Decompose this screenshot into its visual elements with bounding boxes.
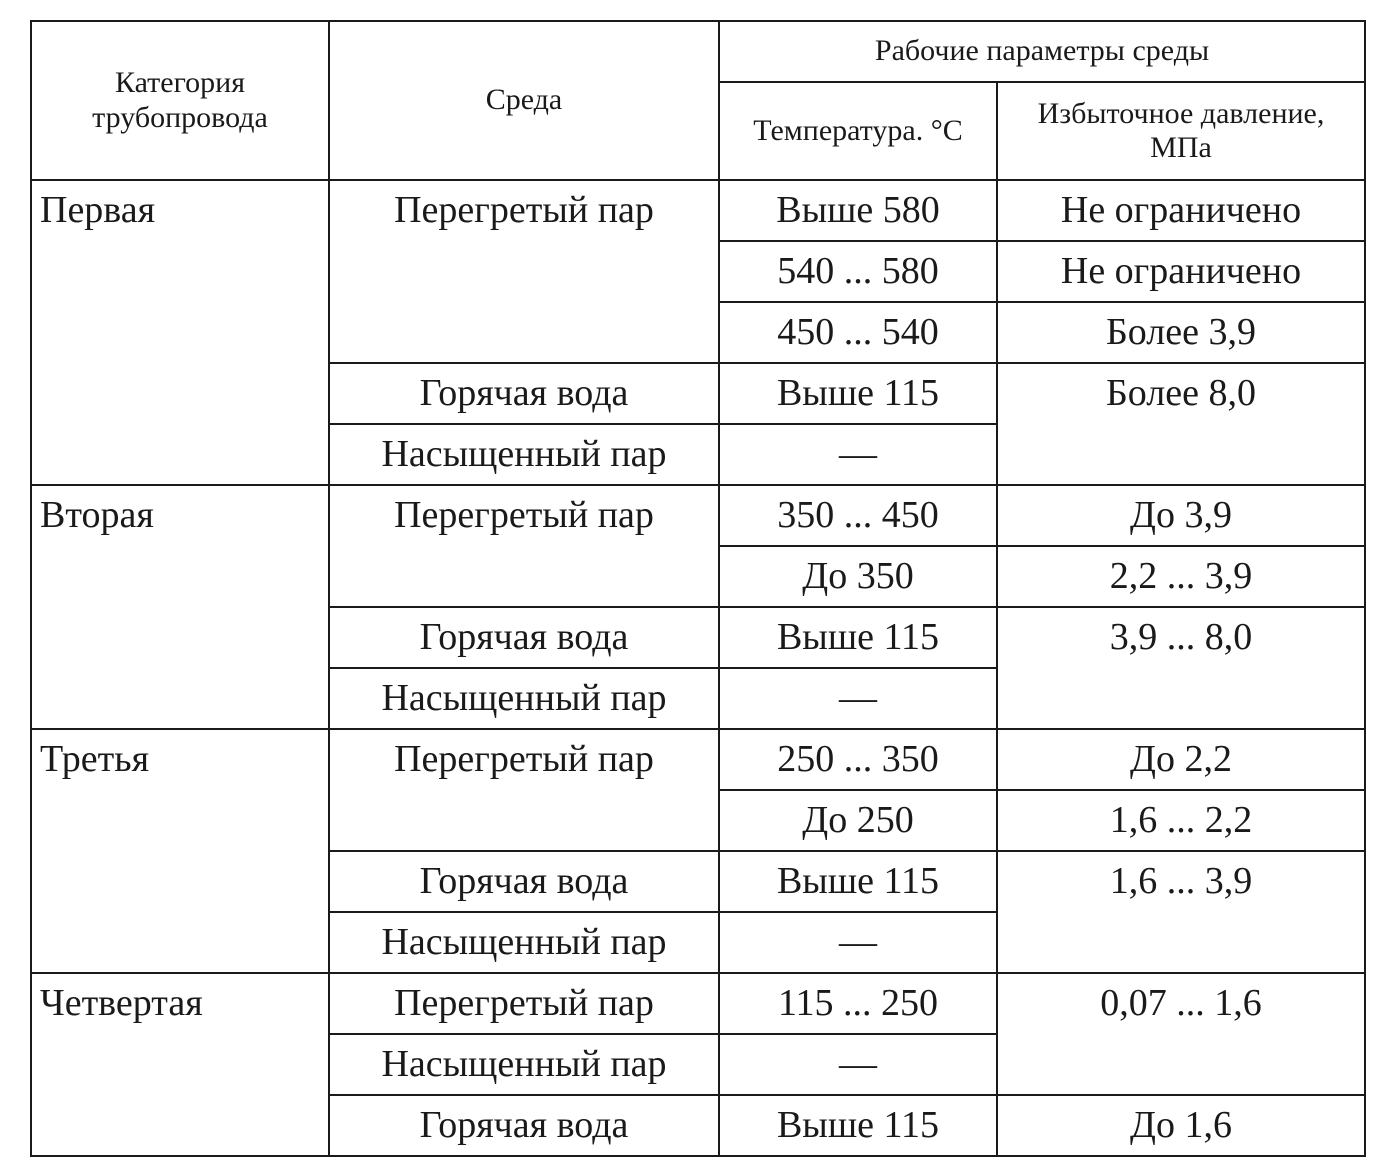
temperature-cell: Выше 115 — [719, 1095, 997, 1156]
header-params: Рабочие параметры среды — [719, 21, 1365, 82]
header-temperature: Температура. °С — [719, 82, 997, 180]
pressure-cell: До 1,6 — [997, 1095, 1365, 1156]
header-category: Категория трубопровода — [31, 21, 329, 180]
medium-cell: Насыщенный пар — [329, 668, 719, 729]
category-cell: Вторая — [31, 485, 329, 729]
temperature-cell: — — [719, 912, 997, 973]
table-row — [31, 973, 1365, 1034]
medium-cell: Насыщенный пар — [329, 424, 719, 485]
temperature-cell: Выше 115 — [719, 607, 997, 668]
pressure-cell: 0,07 ... 1,6 — [997, 973, 1365, 1095]
pressure-cell: До 3,9 — [997, 485, 1365, 546]
medium-cell: Горячая вода — [329, 851, 719, 912]
pressure-cell: Не ограничено — [997, 180, 1365, 241]
category-cell: Четвертая — [31, 973, 329, 1156]
temperature-cell: Выше 580 — [719, 180, 997, 241]
medium-cell: Перегретый пар — [329, 973, 719, 1034]
pressure-cell: Не ограничено — [997, 241, 1365, 302]
medium-cell: Перегретый пар — [329, 180, 719, 363]
medium-cell: Насыщенный пар — [329, 912, 719, 973]
temperature-cell: 450 ... 540 — [719, 302, 997, 363]
pressure-cell: До 2,2 — [997, 729, 1365, 790]
temperature-cell: До 250 — [719, 790, 997, 851]
temperature-cell: Выше 115 — [719, 363, 997, 424]
temperature-cell: — — [719, 668, 997, 729]
pressure-cell: Более 3,9 — [997, 302, 1365, 363]
temperature-cell: 250 ... 350 — [719, 729, 997, 790]
table-row — [31, 180, 1365, 241]
temperature-cell: — — [719, 1034, 997, 1095]
temperature-cell: 115 ... 250 — [719, 973, 997, 1034]
pressure-cell: Более 8,0 — [997, 363, 1365, 485]
category-cell: Первая — [31, 180, 329, 485]
header-medium: Среда — [329, 21, 719, 180]
temperature-cell: Выше 115 — [719, 851, 997, 912]
temperature-cell: 540 ... 580 — [719, 241, 997, 302]
medium-cell: Насыщенный пар — [329, 1034, 719, 1095]
table-row — [31, 485, 1365, 546]
medium-cell: Горячая вода — [329, 607, 719, 668]
medium-cell: Перегретый пар — [329, 729, 719, 851]
pipeline-category-table — [30, 20, 1366, 1157]
temperature-cell: — — [719, 424, 997, 485]
medium-cell: Перегретый пар — [329, 485, 719, 607]
temperature-cell: 350 ... 450 — [719, 485, 997, 546]
header-pressure: Избыточное давление, МПа — [997, 82, 1365, 180]
pressure-cell: 1,6 ... 3,9 — [997, 851, 1365, 973]
medium-cell: Горячая вода — [329, 363, 719, 424]
pressure-cell: 1,6 ... 2,2 — [997, 790, 1365, 851]
medium-cell: Горячая вода — [329, 1095, 719, 1156]
pressure-cell: 3,9 ... 8,0 — [997, 607, 1365, 729]
table-row — [31, 729, 1365, 790]
temperature-cell: До 350 — [719, 546, 997, 607]
category-cell: Третья — [31, 729, 329, 973]
pressure-cell: 2,2 ... 3,9 — [997, 546, 1365, 607]
